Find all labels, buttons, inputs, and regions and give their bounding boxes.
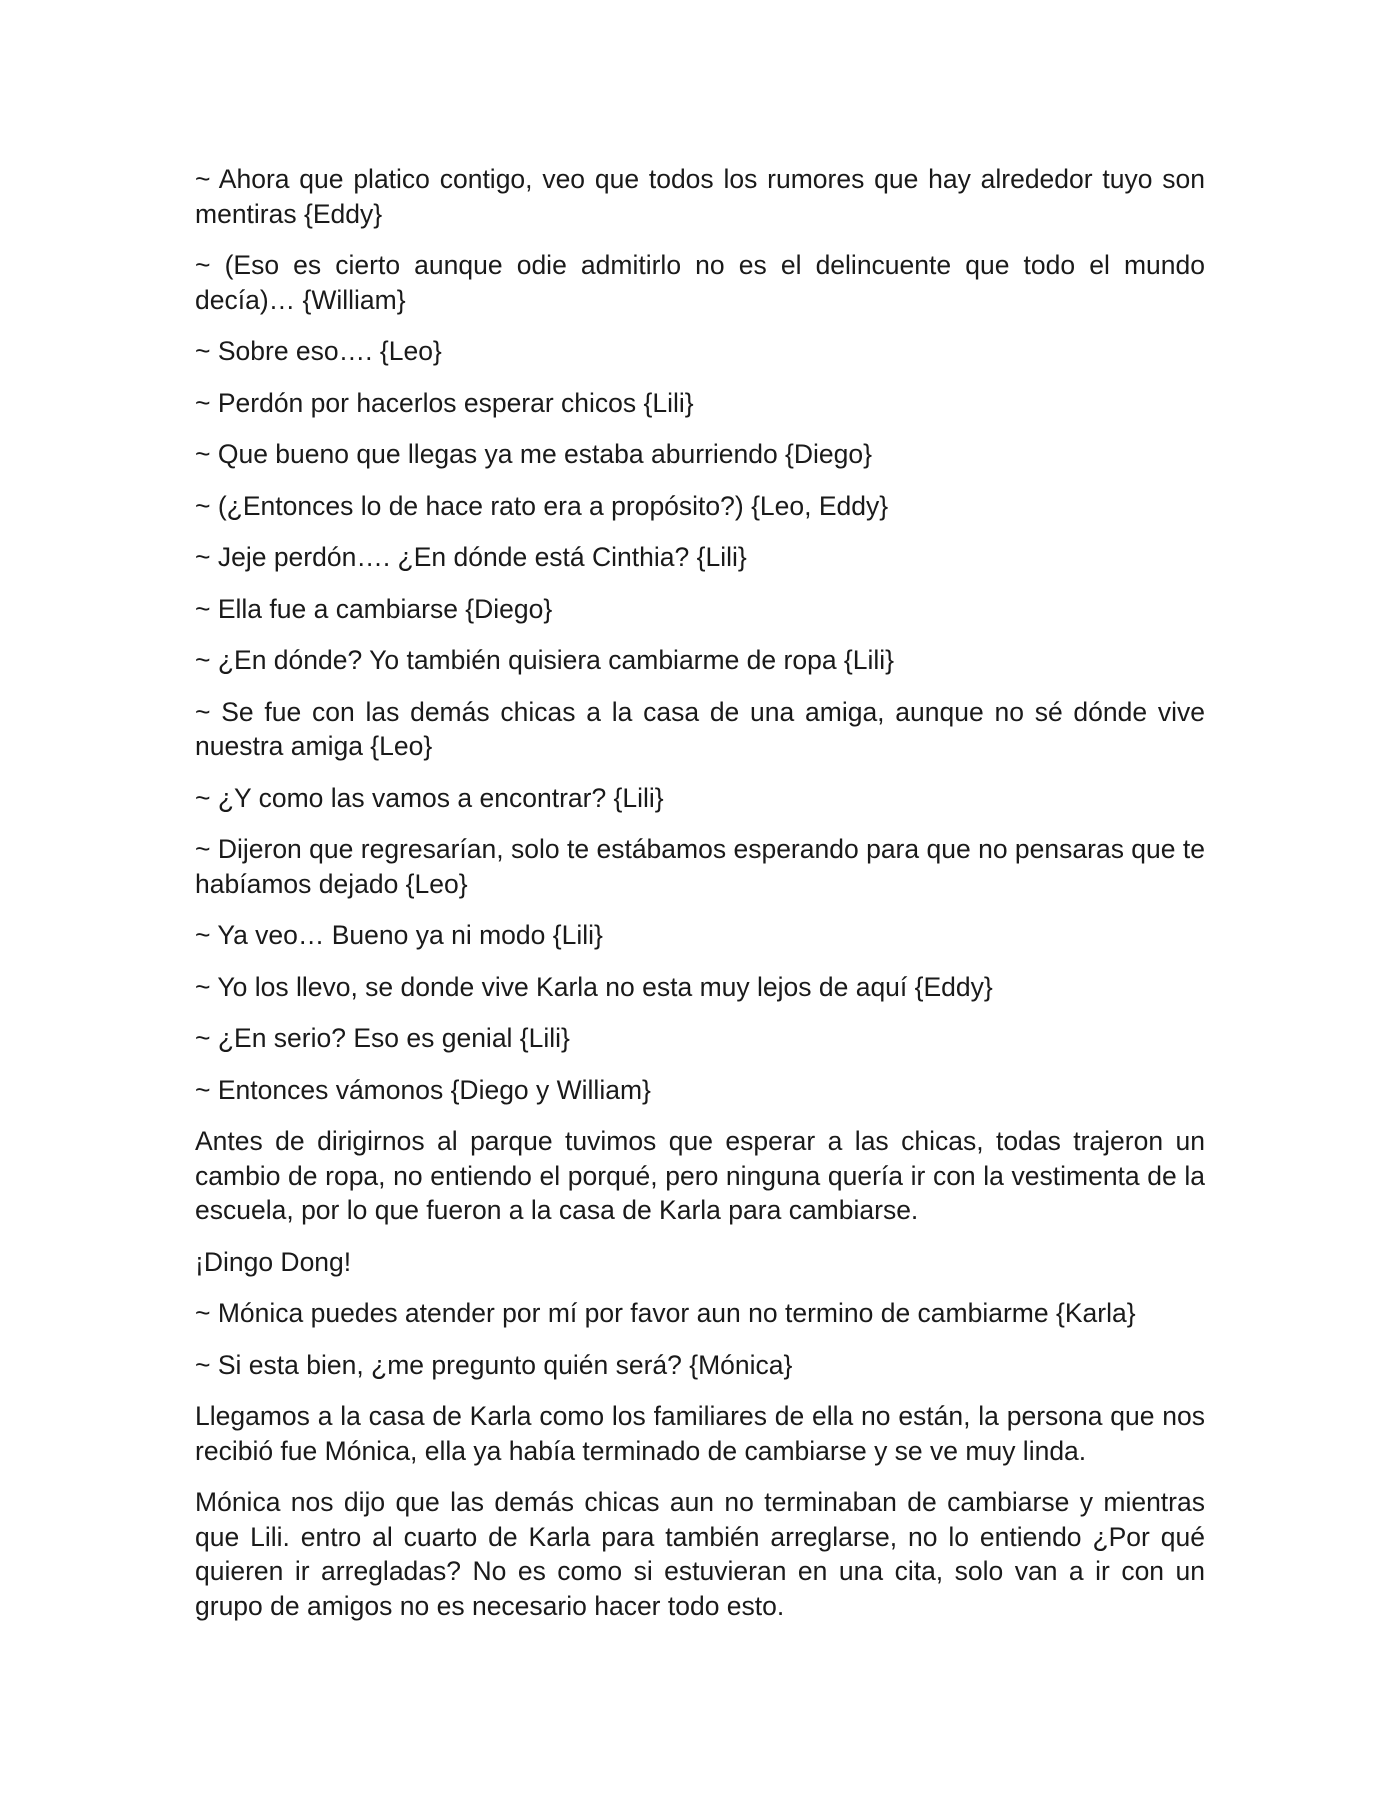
- dialogue-line: ~ Se fue con las demás chicas a la casa de una amiga, aunque no sé dónde vive nuestra amiga {Leo}: [195, 696, 1205, 761]
- dialogue-line: ~ ¿En dónde? Yo también quisiera cambiarme de ropa {Lili}: [195, 645, 895, 675]
- dialogue-line: ~ Sobre eso…. {Leo}: [195, 336, 442, 366]
- dialogue-line: ~ ¿En serio? Eso es genial {Lili}: [195, 1023, 570, 1053]
- dialogue-line: ~ (Eso es cierto aunque odie admitirlo no es el delincuente que todo el mundo decía)… {William}: [195, 250, 1205, 315]
- dialogue-line: ~ Ahora que platico contigo, veo que todos los rumores que hay alrededor tuyo son mentiras {Eddy}: [195, 164, 1205, 229]
- dialogue-line: ~ Yo los llevo, se donde vive Karla no esta muy lejos de aquí {Eddy}: [195, 971, 993, 1002]
- dialogue-line: ~ Mónica puedes atender por mí por favor aun no termino de cambiarme {Karla}: [195, 1298, 1136, 1328]
- dialogue-line: ~ Dijeron que regresarían, solo te estábamos esperando para que no pensaras que te habíamos dejado {Leo}: [195, 834, 1205, 899]
- document-body: [195, 162, 1205, 1623]
- dialogue-line: ~ Ella fue a cambiarse {Diego}: [195, 593, 553, 624]
- narrative-paragraph: Mónica nos dijo que las demás chicas aun no terminaban de cambiarse y mientras que Lili. entro al cuarto de Karla para también arreglarse, no lo entiendo ¿Por qué quieren ir arregladas? No es como si estuvieran en una cita, solo van a ir con un grupo de amigos no es necesario hacer todo esto.: [195, 1487, 1205, 1621]
- dialogue-line: ~ Que bueno que llegas ya me estaba aburriendo {Diego}: [195, 439, 872, 469]
- dialogue-line: ~ Si esta bien, ¿me pregunto quién será? {Mónica}: [195, 1349, 793, 1380]
- dialogue-line: ~ ¿Y como las vamos a encontrar? {Lili}: [195, 782, 664, 813]
- dialogue-line: ~ Perdón por hacerlos esperar chicos {Lili}: [195, 387, 694, 418]
- sound-effect-line: ¡Dingo Dong!: [195, 1246, 352, 1277]
- dialogue-line: ~ Entonces vámonos {Diego y William}: [195, 1074, 651, 1105]
- dialogue-line: ~ Ya veo… Bueno ya ni modo {Lili}: [195, 920, 603, 950]
- narrative-paragraph: Antes de dirigirnos al parque tuvimos que esperar a las chicas, todas trajeron un cambio de ropa, no entiendo el porqué, pero ninguna quería ir con la vestimenta de la escuela, por lo que fueron a la casa de Karla para cambiarse.: [195, 1126, 1205, 1225]
- dialogue-line: ~ (¿Entonces lo de hace rato era a propósito?) {Leo, Eddy}: [195, 490, 889, 521]
- dialogue-line: ~ Jeje perdón…. ¿En dónde está Cinthia? {Lili}: [195, 542, 747, 572]
- narrative-paragraph: Llegamos a la casa de Karla como los familiares de ella no están, la persona que nos recibió fue Mónica, ella ya había terminado de cambiarse y se ve muy linda.: [195, 1401, 1205, 1466]
